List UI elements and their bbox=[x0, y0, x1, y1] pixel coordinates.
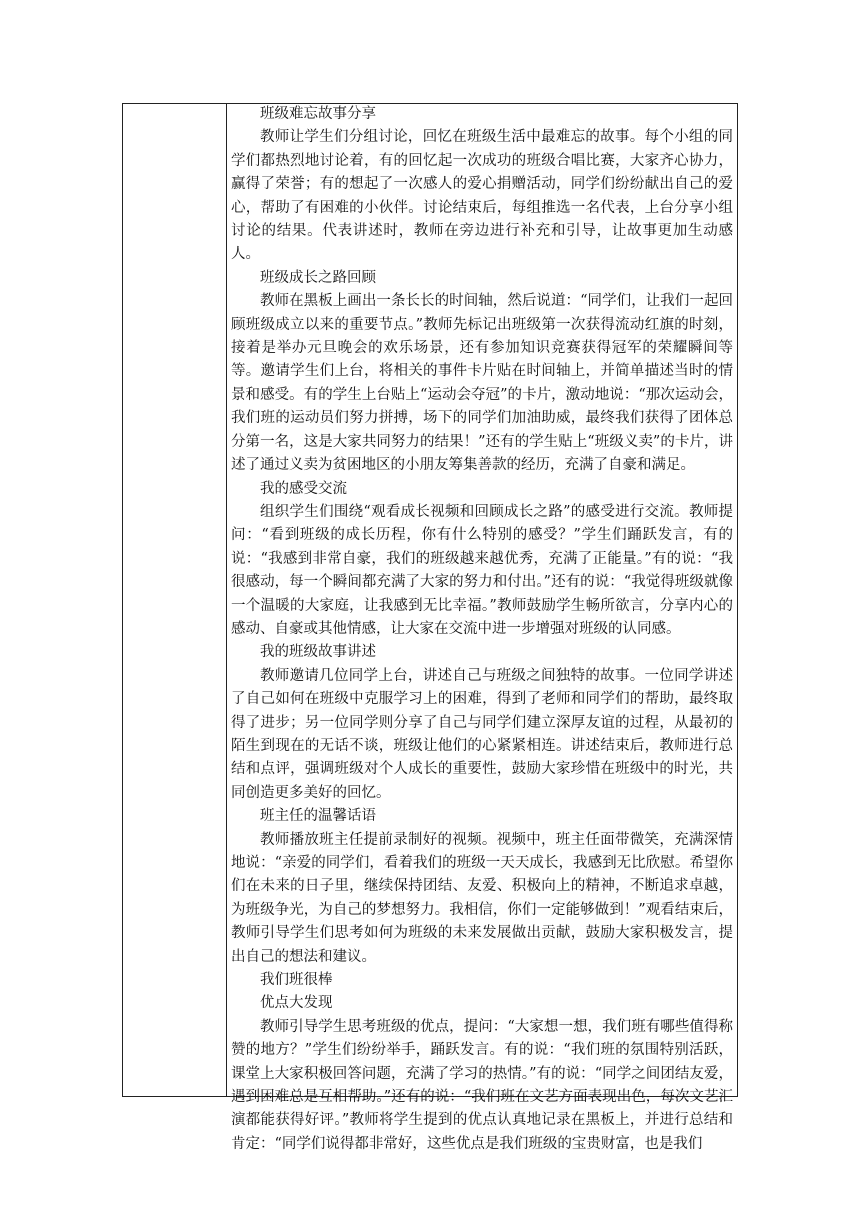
lesson-content-cell bbox=[231, 103, 733, 1152]
section-heading-growth-review: 班级成长之路回顾 bbox=[260, 269, 376, 286]
section-heading-our-class-great: 我们班很棒 bbox=[260, 972, 333, 989]
column-divider bbox=[226, 103, 227, 1097]
section-heading-class-story: 我的班级故事讲述 bbox=[260, 644, 376, 661]
section-text-strengths-discovery: 教师引导学生思考班级的优点，提问：“大家想一想，我们班有哪些值得称赞的地方？”学生们纷纷举手，踊跃发言。有的说：“我们班的氛围特别活跃，课堂上大家积极回答问题，充满了学习的热情。”有的说：“同学之间团结友爱，遇到困难总是互相帮助。”还有的说：“我们班在文艺方面表现出色，每次文艺汇演都能获得好评。”教师将学生提到的优点认真地记录在黑板上，并进行总结和肯定：“同学们说得都非常好，这些优点是我们班级的宝贵财富，也是我们 bbox=[231, 1018, 733, 1152]
section-heading-teacher-words: 班主任的温馨话语 bbox=[260, 808, 376, 825]
section-text-class-story: 教师邀请几位同学上台，讲述自己与班级之间独特的故事。一位同学讲述了自己如何在班级中克服学习上的困难，得到了老师和同学们的帮助，最终取得了进步；另一位同学则分享了自己与同学们建立深厚友谊的过程，从最初的陌生到现在的无话不谈，班级让他们的心紧紧相连。讲述结束后，教师进行总结和点评，强调班级对个人成长的重要性，鼓励大家珍惜在班级中的时光，共同创造更多美好的回忆。 bbox=[231, 667, 733, 801]
section-heading-strengths-discovery: 优点大发现 bbox=[260, 995, 333, 1012]
section-text-teacher-words: 教师播放班主任提前录制好的视频。视频中，班主任面带微笑，充满深情地说：“亲爱的同学们，看着我们的班级一天天成长，我感到无比欣慰。希望你们在未来的日子里，继续保持团结、友爱、积极向上的精神，不断追求卓越，为班级争光，为自己的梦想努力。我相信，你们一定能够做到！”观看结束后，教师引导学生们思考如何为班级的未来发展做出贡献，鼓励大家积极发言，提出自己的想法和建议。 bbox=[231, 831, 733, 965]
section-heading-story-sharing: 班级难忘故事分享 bbox=[260, 106, 376, 122]
section-text-feelings-exchange: 组织学生们围绕“观看成长视频和回顾成长之路”的感受进行交流。教师提问：“看到班级的成长历程，你有什么特别的感受？”学生们踊跃发言，有的说：“我感到非常自豪，我们的班级越来越优秀，充满了正能量。”有的说：“我很感动，每一个瞬间都充满了大家的努力和付出。”还有的说：“我觉得班级就像一个温暖的大家庭，让我感到无比幸福。”教师鼓励学生畅所欲言，分享内心的感动、自豪或其他情感，让大家在交流中进一步增强对班级的认同感。 bbox=[231, 503, 733, 637]
section-text-story-sharing: 教师让学生们分组讨论，回忆在班级生活中最难忘的故事。每个小组的同学们都热烈地讨论着，有的回忆起一次成功的班级合唱比赛，大家齐心协力，赢得了荣誉；有的想起了一次感人的爱心捐赠活动，同学们纷纷献出自己的爱心，帮助了有困难的小伙伴。讨论结束后，每组推选一名代表，上台分享小组讨论的结果。代表讲述时，教师在旁边进行补充和引导，让故事更加生动感人。 bbox=[231, 129, 733, 263]
section-heading-feelings-exchange: 我的感受交流 bbox=[260, 480, 347, 497]
section-text-growth-review: 教师在黑板上画出一条长长的时间轴，然后说道：“同学们，让我们一起回顾班级成立以来的重要节点。”教师先标记出班级第一次获得流动红旗的时刻，接着是举办元旦晚会的欢乐场景，还有参加知识竞赛获得冠军的荣耀瞬间等等。邀请学生们上台，将相关的事件卡片贴在时间轴上，并简单描述当时的情景和感受。有的学生上台贴上“运动会夺冠”的卡片，激动地说：“那次运动会，我们班的运动员们努力拼搏，场下的同学们加油助威，最终我们获得了团体总分第一名，这是大家共同努力的结果！”还有的学生贴上“班级义卖”的卡片，讲述了通过义卖为贫困地区的小朋友筹集善款的经历，充满了自豪和满足。 bbox=[231, 293, 733, 474]
